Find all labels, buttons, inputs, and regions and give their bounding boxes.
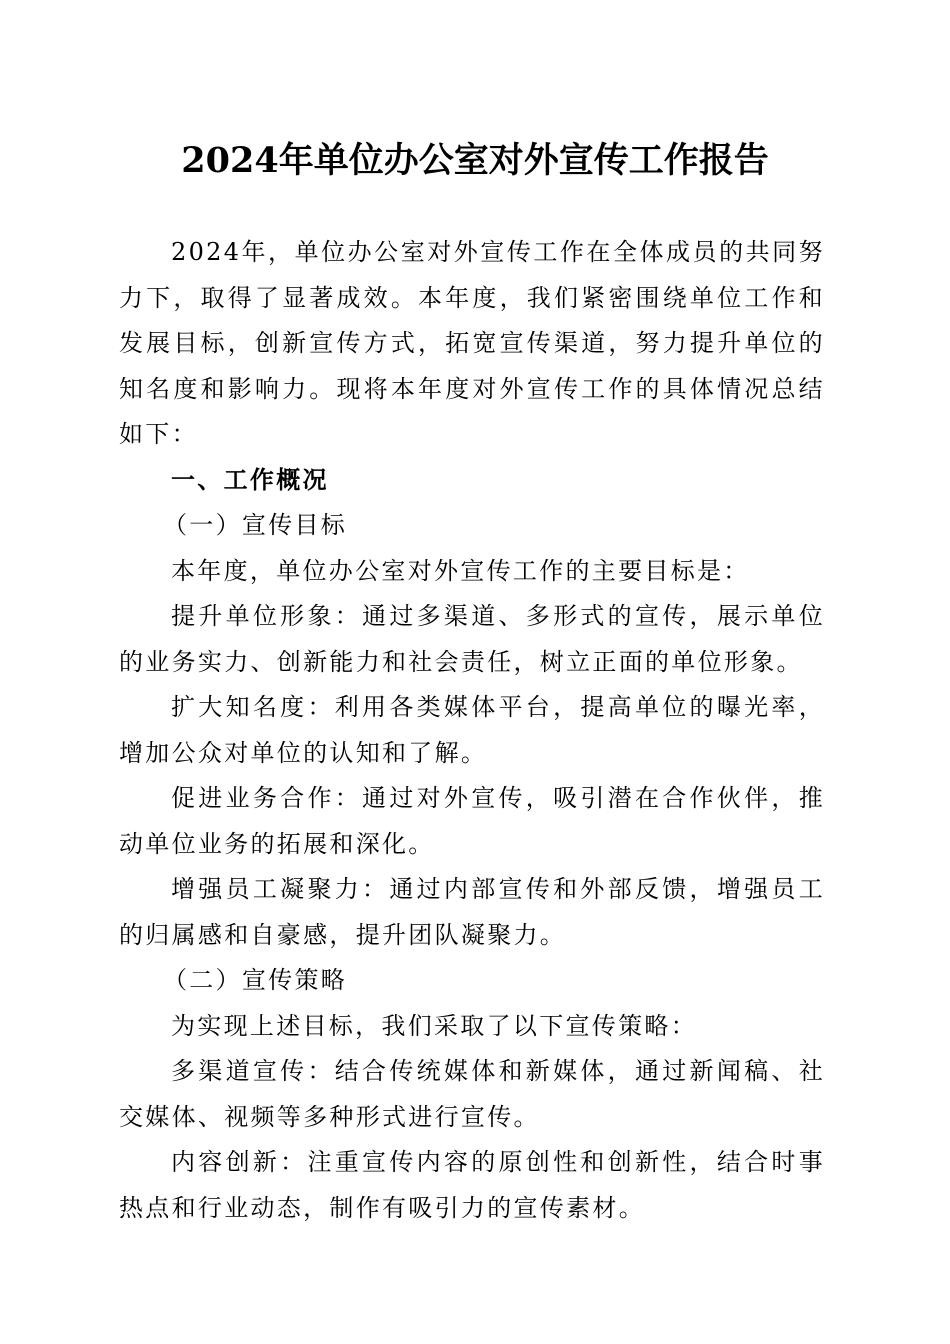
paragraph-goals-lead: 本年度，单位办公室对外宣传工作的主要目标是：	[171, 556, 750, 585]
paragraph-strategy-content: 内容创新：注重宣传内容的原创性和创新性，结合时事热点和行业动态，制作有吸引力的宣传素材。	[119, 1148, 825, 1222]
section-heading-overview: 一、工作概况	[171, 465, 329, 494]
paragraph-intro: 2024年，单位办公室对外宣传工作在全体成员的共同努力下，取得了显著成效。本年度，我们紧密围绕单位工作和发展目标，创新宣传方式，拓宽宣传渠道，努力提升单位的知名度和影响力。现将本年度对外宣传工作的具体情况总结如下：	[119, 238, 825, 448]
paragraph-goal-cooperation: 促进业务合作：通过对外宣传，吸引潜在合作伙伴，推动单位业务的拓展和深化。	[119, 784, 825, 858]
document-title: 2024年单位办公室对外宣传工作报告	[181, 140, 769, 181]
subsection-heading-strategy: （二）宣传策略	[163, 966, 348, 994]
paragraph-goal-cohesion: 增强员工凝聚力：通过内部宣传和外部反馈，增强员工的归属感和自豪感，提升团队凝聚力。	[119, 875, 825, 949]
paragraph-strategy-channels: 多渠道宣传：结合传统媒体和新媒体，通过新闻稿、社交媒体、视频等多种形式进行宣传。	[119, 1057, 825, 1131]
subsection-heading-goals: （一）宣传目标	[163, 511, 348, 539]
paragraph-goal-image: 提升单位形象：通过多渠道、多形式的宣传，展示单位的业务实力、创新能力和社会责任，树立正面的单位形象。	[119, 602, 825, 676]
paragraph-goal-awareness: 扩大知名度：利用各类媒体平台，提高单位的曝光率，增加公众对单位的认知和了解。	[119, 693, 825, 767]
document-body	[119, 230, 825, 1231]
paragraph-strategy-lead: 为实现上述目标，我们采取了以下宣传策略：	[171, 1011, 697, 1040]
